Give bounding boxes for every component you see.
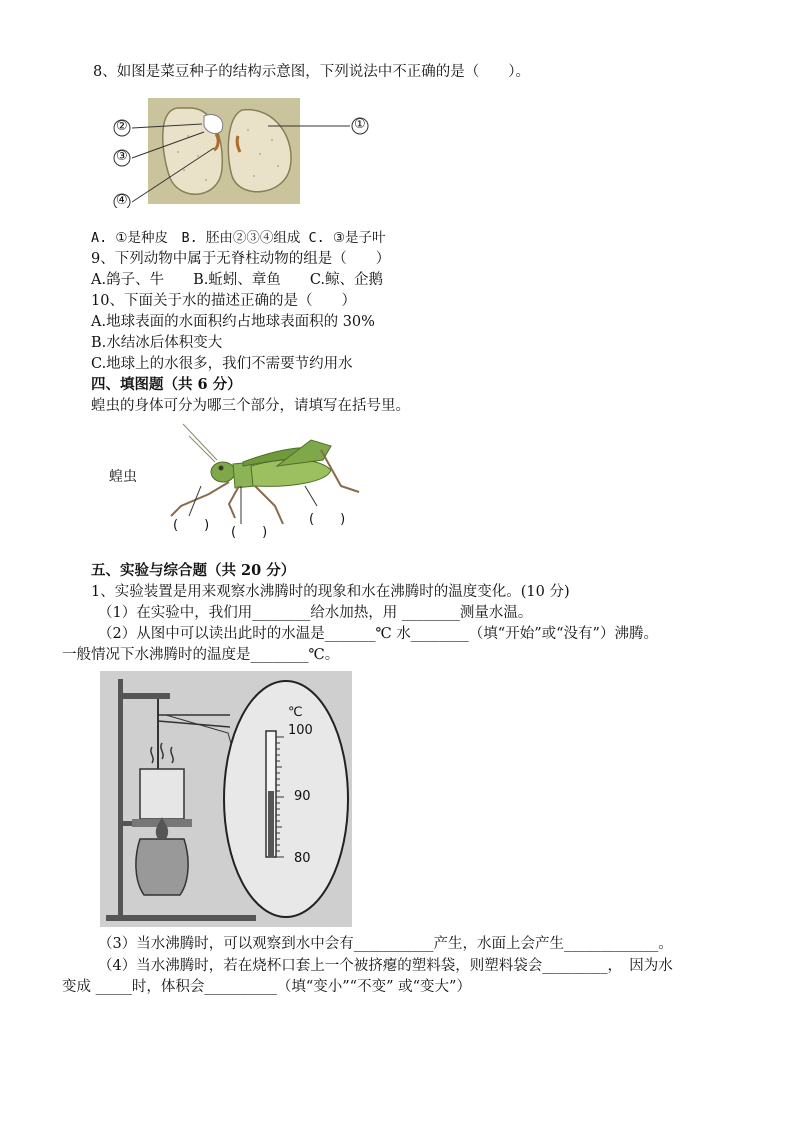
q10-option-c: C.地球上的水很多，我们不需要节约用水	[91, 356, 353, 372]
section5-part1: （1）在实验中，我们用________给水加热，用 ________测量水温。	[98, 605, 533, 621]
section5-part2a: （2）从图中可以读出此时的水温是_______℃ 水________（填“开始”或“没有”）沸腾。	[98, 626, 658, 642]
q8-options: A. ①是种皮 B. 胚由②③④组成 C. ③是子叶	[91, 230, 386, 246]
bean-seed-diagram	[108, 96, 378, 208]
section5-intro: 1、实验装置是用来观察水沸腾时的现象和水在沸腾时的温度变化。(10 分)	[91, 584, 570, 600]
section5-title: 五、实验与综合题（共 20 分）	[91, 562, 296, 579]
q10-option-b: B.水结冰后体积变大	[91, 335, 223, 351]
section4-prompt: 蝗虫的身体可分为哪三个部分，请填写在括号里。	[91, 398, 410, 414]
grasshopper-figure	[105, 420, 385, 540]
bean-seed-figure	[108, 96, 378, 208]
section5-part2b: 一般情况下水沸腾时的温度是________℃。	[62, 647, 340, 663]
section5-part4a: （4）当水沸腾时，若在烧杯口套上一个被挤瘪的塑料袋，则塑料袋会_________， 因为水	[98, 958, 673, 974]
label-4: ④	[116, 193, 128, 208]
q9-stem: 9、下列动物中属于无脊柱动物的组是（ ）	[91, 251, 391, 267]
section5-part4b: 变成 _____时，体积会__________（填“变小”“不变” 或“变大”）	[62, 979, 471, 995]
grasshopper-label: 蝗虫	[109, 469, 137, 485]
section4-title: 四、填图题（共 6 分）	[91, 376, 242, 393]
thermometer-tick-100: 100	[288, 723, 313, 738]
thermometer-unit: ℃	[288, 705, 303, 720]
label-1: ①	[354, 117, 366, 132]
thermometer-tick-80: 80	[294, 851, 311, 866]
section5-part3: （3）当水沸腾时，可以观察到水中会有___________产生，水面上会产生_____________。	[98, 936, 673, 952]
blank-abdomen[interactable]: ( )	[309, 512, 346, 527]
blank-thorax[interactable]: ( )	[231, 525, 268, 540]
label-3: ③	[116, 149, 128, 164]
boiling-apparatus-drawing	[100, 671, 352, 927]
blank-head[interactable]: ( )	[173, 518, 210, 533]
q10-stem: 10、下面关于水的描述正确的是（ ）	[91, 293, 356, 309]
label-2: ②	[116, 119, 128, 134]
q10-option-a: A.地球表面的水面积约占地球表面积的 30%	[91, 314, 375, 330]
q8-stem: 8、如图是菜豆种子的结构示意图，下列说法中不正确的是（ ）。	[93, 64, 530, 80]
boiling-apparatus-figure	[100, 671, 352, 927]
embryo-plumule	[204, 115, 223, 134]
grasshopper-head	[211, 462, 235, 482]
thermometer-tick-90: 90	[294, 789, 311, 804]
q9-options: A.鸽子、牛 B.蚯蚓、章鱼 C.鲸、企鹅	[91, 272, 384, 288]
